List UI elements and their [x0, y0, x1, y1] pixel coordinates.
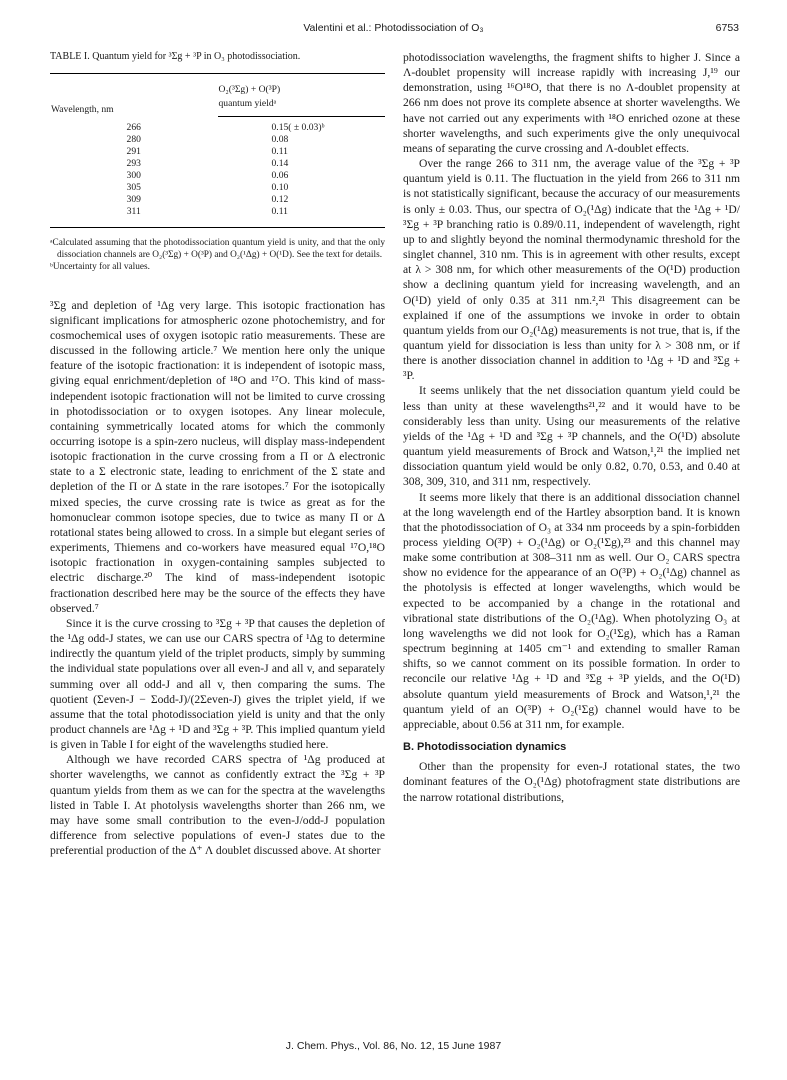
body-paragraph: It seems unlikely that the net dissociation quantum yield could be less than unity at these wavelengths²¹,²² and it would have to be considerably less than unity. Using our measurements of the relative yields of the ¹Δg + ¹D and ³Σg + ³P channels, and the O(¹D) absolute quantum yield measurements of Brock and Watson,¹,²¹ the implied net dissociation quantum yield would be only 0.82, 0.70, 0.53, and 0.40 at 308, 309, 310, and 311 nm, respectively.: [403, 384, 740, 489]
table-row: [50, 158, 385, 170]
table-row: [50, 146, 385, 158]
table-cell-yield: 0.12: [271, 194, 289, 205]
table-footnotes: [50, 237, 385, 274]
body-paragraph: Other than the propensity for even-J rotational states, the two dominant features of the O₂(¹Δg) photofragment state distributions are the narrow rotational distributions,: [403, 760, 740, 804]
section-heading: B. Photodissociation dynamics: [403, 741, 567, 754]
table-cell-yield: 0.11: [271, 146, 288, 157]
table-row: [50, 170, 385, 182]
table-row: [50, 182, 385, 194]
body-paragraph: ³Σg and depletion of ¹Δg very large. This isotopic fractionation has significant implications for atmospheric ozone photochemistry, and for cosmochemical uses of oxygen isotopic ratio measurements. These are discussed in the following article.⁷ We mention here only the unique feature of the isotopic fractionation: it is independent of isotopic mass, giving equal enrichment/depletion of ¹⁸O and ¹⁷O. This kind of mass-independent isotopic fractionation will not be limited to curve crossing in photodissociation or to oxygen isotopes. Any linear molecule, containing symmetrically located atoms for which the commonly occurring isotope is a spin-zero nucleus, will display mass-independent isotopic fractionation in the curve crossing from a Π or Δ electronic state to a Σ electronic state, leading to enrichment of the Σ state and depletion of the Π or Δ state in the rare isotopes.⁷ For the isotopically mixed species, the curve crossing rate is twice as great as for the homonuclear common isotope species, due to twice as many Π or Δ rotational states being allowed to cross. In a simple but elegant series of experiments, Thiemens and co-workers have measured equal ¹⁷O,¹⁸O isotopic fractionation in oxygen-containing samples subjected to electric discharge.²⁰ The kind of mass-independent isotopic fractionation described here may be the source of the effects they have observed.⁷: [50, 298, 385, 615]
running-head: Valentini et al.: Photodissociation of O₃: [303, 22, 484, 34]
journal-footer: J. Chem. Phys., Vol. 86, No. 12, 15 June 1987: [285, 1040, 502, 1052]
table-cell-yield: 0.06: [271, 170, 289, 181]
table-footnote-a: ᵃCalculated assuming that the photodissociation quantum yield is unity, and that the only dissociation channels are O₂(³Σg) + O(³P) and O₂(¹Δg) + O(¹D). See the text for details.: [50, 238, 385, 261]
quantum-yield-table: [50, 73, 385, 228]
table-cell-wavelength: 291: [126, 146, 141, 157]
table-cell-yield: 0.08: [271, 134, 289, 145]
table-header-yield-line1: O₂(³Σg) + O(³P): [218, 74, 386, 98]
table-row: [50, 134, 385, 146]
table-cell-wavelength: 293: [126, 158, 141, 169]
table-cell-wavelength: 266: [126, 121, 141, 133]
body-paragraph: Since it is the curve crossing to ³Σg + ³P that causes the depletion of the ¹Δg odd-J states, we can use our CARS spectra of ¹Δg to determine indirectly the quantum yield of the triplet products, simply by summing the individual state populations over all even-J and all v, and separately summing over all odd-J and all v, then comparing the sums. The quotient (Σeven-J − Σodd-J)/(2Σeven-J) gives the triplet yield, if we assume that the total photodissociation yield is unity and that the only product channels are ¹Δg + ¹D and ³Σg + ³P. This implied quantum yield is given in Table I for eight of the wavelengths studied here.: [50, 616, 385, 752]
body-paragraph: photodissociation wavelengths, the fragment shifts to higher J. Since a Λ-doublet propensity will increase rapidly with increasing J,¹⁹ our demonstration, using ¹⁶O¹⁸O, that there is no Λ-doublet propensity at 266 nm does not prove its complete absence at shorter wavelengths. We have not carried out any experiments with ¹⁸O enriched ozone at these shorter wavelengths, and such experiments give the only unequivocal means of separating the curve crossing and Λ-doublet effects.: [403, 51, 740, 155]
table-cell-wavelength: 309: [126, 194, 141, 205]
table-footnote-b: ᵇUncertainty for all values.: [50, 262, 150, 273]
table-cell-yield: 0.15( ± 0.03)ᵇ: [271, 122, 325, 133]
table-row: [50, 194, 385, 206]
table-header-yield-line2: quantum yieldᵃ: [218, 97, 386, 117]
table-cell-yield: 0.10: [271, 182, 289, 193]
table-cell-yield: 0.14: [271, 158, 289, 169]
table-caption: TABLE I. Quantum yield for ³Σg + ³P in O₃ photodissociation.: [50, 51, 301, 62]
page-number: 6753: [715, 22, 739, 34]
table-cell-wavelength: 300: [126, 170, 141, 181]
table-header-wavelength: Wavelength, nm: [50, 74, 218, 117]
table-row: [50, 206, 385, 228]
body-paragraph: It seems more likely that there is an additional dissociation channel at the long wavelength end of the Hartley absorption band. It is known that the photodissociation of O₃ at 334 nm proceeds by a spin-forbidden process yielding O(³P) + O₂(¹Δg) or O₂(¹Σg),²³ and this channel may make some contribution at 308–311 nm as well. Our O₂ CARS spectra show no evidence for the appearance of an O(³P) + O₂(¹Δg) channel as the photolysis is effected at longer wavelengths, which would be expected to be accompanied by a change in the rotational and vibrational state distributions of the O₂(¹Δg). When photolyzing O₃ at long wavelengths we did not look for O₂(¹Σg), which has a Raman spectrum beginning at 1405 cm⁻¹ and extending to smaller Raman shifts, so we cannot comment on its possible formation. In order to reconcile our relative ¹Δg + ¹D and ³Σg + ³P yields, and the O(¹D) absolute quantum yield measurements of Brock and Watson,¹,²¹ the quantum yield of an O(³P) + O₂(¹Σg) channel would have to be appreciable, about 0.56 at 311 nm, for example.: [403, 490, 740, 731]
table-cell-wavelength: 305: [126, 182, 141, 193]
body-paragraph: Although we have recorded CARS spectra of ¹Δg produced at shorter wavelengths, we cannot as confidently extract the ³Σg + ³P quantum yields from them as we can for the spectra at the wavelengths listed in Table I. At photolysis wavelengths shorter than 266 nm, we may have some small contribution to the even-J/odd-J population difference from selective populations of even-J states due to the preferential production of the Δ⁺ Λ doublet discussed above. At shorter: [50, 753, 385, 858]
table-cell-yield: 0.11: [218, 206, 386, 228]
table-cell-wavelength: 311: [50, 206, 218, 228]
table-cell-wavelength: 280: [126, 134, 141, 145]
left-column: [50, 50, 385, 858]
right-column: [403, 50, 740, 805]
table-row: [50, 117, 385, 135]
body-paragraph: Over the range 266 to 311 nm, the average value of the ³Σg + ³P quantum yield is 0.11. The fluctuation in the yield from 266 to 311 nm is not statistically significant, because the accuracy of our measurements is only ± 0.03. Thus, our spectra of O₂(¹Δg) indicate that the ¹Δg + ¹D/³Σg + ³P branching ratio is 0.89/0.11, independent of wavelength, right up to and slightly beyond the nominal thermodynamic threshold for the singlet channel, 310 nm. This is in agreement with other results, except at λ > 308 nm, for which other measurements of the O(¹D) production show a declining quantum yield for increasing wavelength, and an O(¹D) yield of only 0.35 at 311 nm.²,²¹ This disagreement can be explained if one of the assumptions we invoke in order to obtain quantum yields from our O₂(¹Δg) measurements is not true, that is, if the quantum yield for dissociation is less than unity for λ > 308 nm, or if there is another dissociation channel in addition to ¹Δg + ¹D and ³Σg + ³P.: [403, 157, 740, 383]
